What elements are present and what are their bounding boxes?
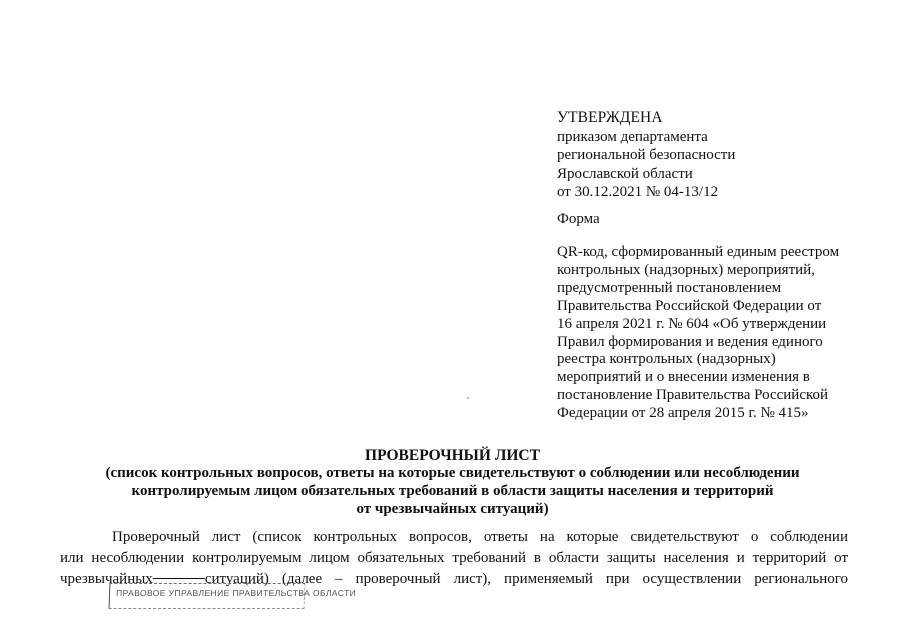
qr-note-line: постановление Правительства Российской bbox=[557, 387, 829, 404]
approval-stamp: ПРАВОВОЕ УПРАВЛЕНИЕ ПРАВИТЕЛЬСТВА ОБЛАСТИ bbox=[109, 583, 306, 609]
body-line-3-word: ситуаций) bbox=[204, 571, 269, 587]
qr-note-line: QR-код, сформированный единым реестром bbox=[557, 244, 840, 260]
body-line-1: Проверочный лист (список контрольных вопросов, ответы на которые свидетельствуют о соблюдении bbox=[112, 529, 848, 545]
qr-note-line: реестра контрольных (надзорных) bbox=[557, 351, 776, 368]
document-title: ПРОВЕРОЧНЫЙ ЛИСТ bbox=[365, 447, 540, 464]
body-line-2: или несоблюдении контролируемым лицом обязательных требований в области защиты населения и территорий от bbox=[60, 550, 848, 566]
document-subtitle-line-3: от чрезвычайных ситуаций) bbox=[356, 500, 549, 517]
document-subtitle-line-1: (список контрольных вопросов, ответы на которые свидетельствуют о соблюдении или несоблюдении bbox=[105, 465, 800, 482]
scan-speck bbox=[467, 397, 469, 399]
qr-note-line: 16 апреля 2021 г. № 604 «Об утверждении bbox=[557, 315, 827, 332]
body-line-3-word: чрезвычайных bbox=[60, 571, 153, 587]
body-paragraph bbox=[60, 527, 848, 590]
approval-line-3: Ярославской области bbox=[557, 165, 693, 182]
qr-note-line: контрольных (надзорных) мероприятий, bbox=[557, 261, 815, 278]
qr-note-line: предусмотренный постановлением bbox=[557, 279, 782, 296]
qr-note-line: Правительства Российской Федерации от bbox=[557, 297, 822, 314]
approval-line-2: региональной безопасности bbox=[557, 147, 736, 164]
qr-note-line: Правил формирования и ведения единого bbox=[557, 333, 823, 350]
document-subtitle-line-2: контролируемым лицом обязательных требований в области защиты населения и территорий bbox=[131, 483, 774, 500]
body-line-3-rest: (далее – проверочный лист), применяемый при осуществлении регионального bbox=[281, 571, 849, 587]
qr-code-note bbox=[557, 244, 857, 423]
qr-note-line: Федерации от 28 апреля 2015 г. № 415» bbox=[557, 405, 809, 422]
approval-title: УТВЕРЖДЕНА bbox=[557, 109, 663, 126]
approval-block bbox=[557, 109, 857, 202]
approval-date-number: от 30.12.2021 № 04-13/12 bbox=[557, 184, 719, 201]
document-heading bbox=[60, 447, 845, 519]
approval-line-1: приказом департамента bbox=[557, 128, 708, 145]
qr-note-line: мероприятий и о внесении изменения в bbox=[557, 369, 810, 386]
form-label: Форма bbox=[557, 211, 600, 227]
